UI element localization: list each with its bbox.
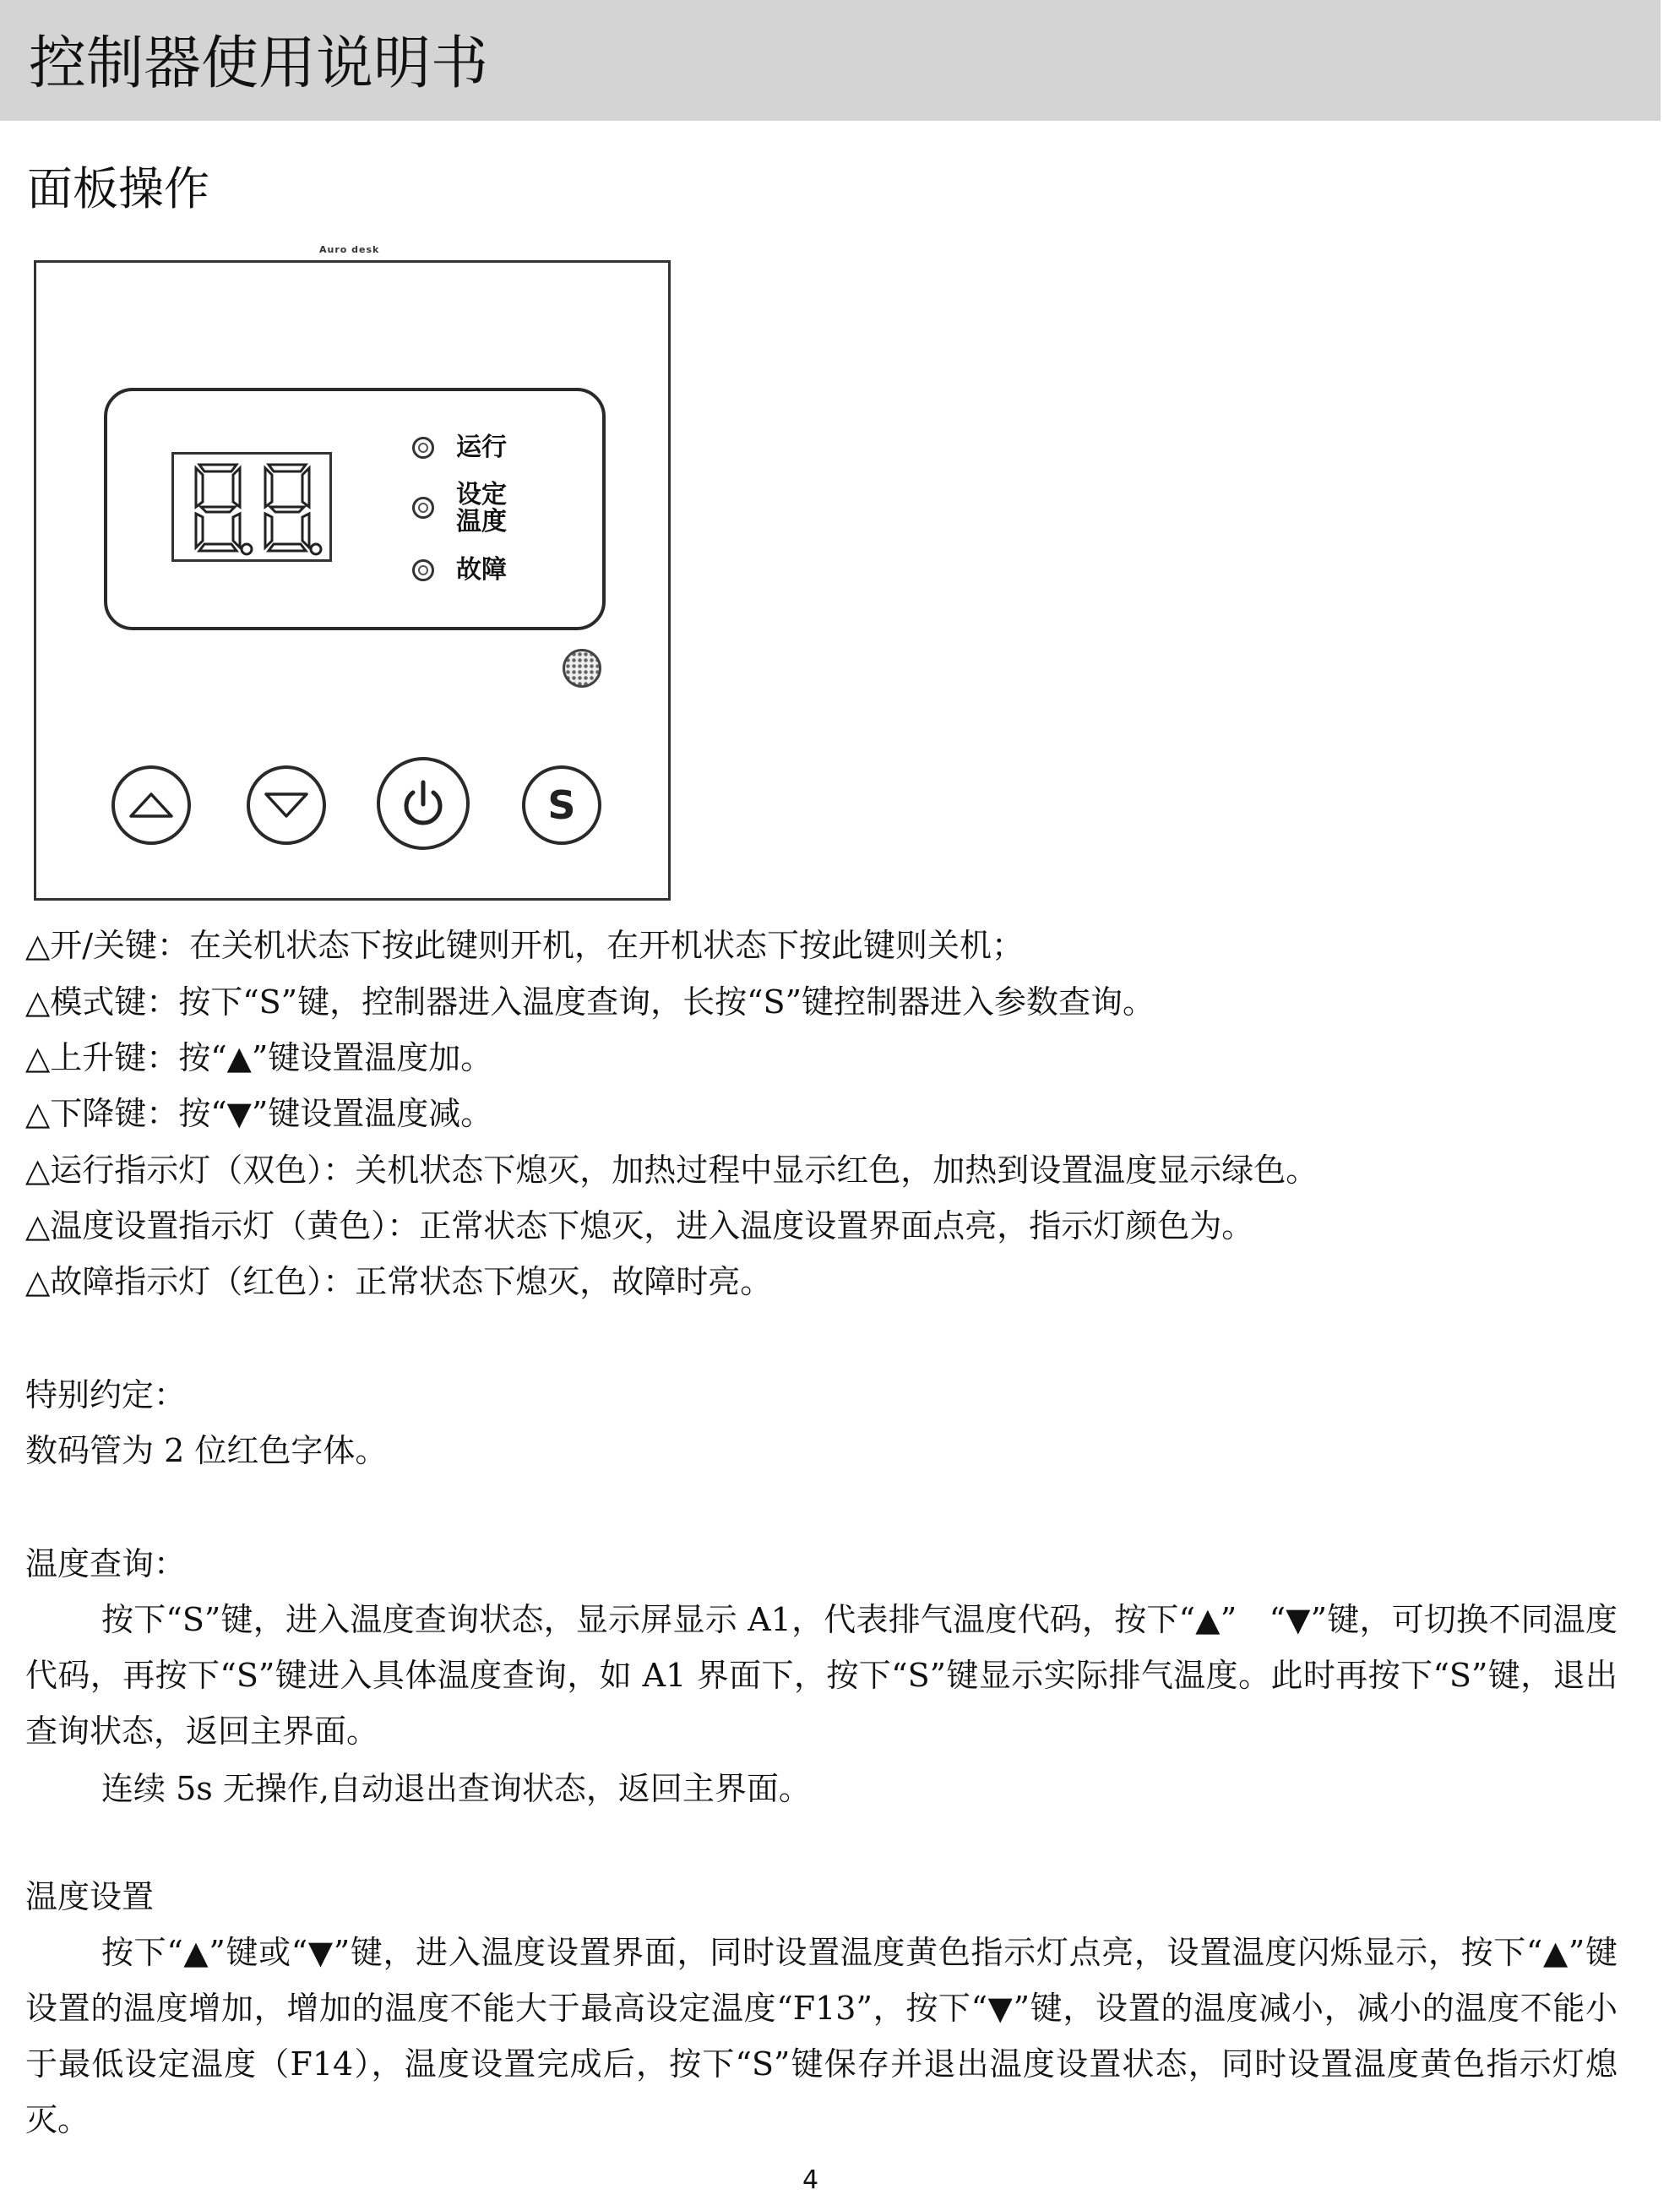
key-desc-power: △开/关键：在关机状态下按此键则开机，在开机状态下按此键则关机；: [25, 927, 1025, 964]
document-title: 控制器使用说明书: [29, 30, 489, 97]
up-arrow-icon: [128, 791, 175, 820]
temp-setting-paragraph: 按下“▲”键或“▼”键，进入温度设置界面，同时设置温度黄色指示灯点亮，设置温度闪烁显示，按下“▲”键设置的温度增加，增加的温度不能大于最高设定温度“F13”，按下“▼”键，设置的温度减小，减小的温度不能小于最低设定温度（F14），温度设置完成后，按下“S”键保存并退出温度设置状态，同时设置温度黄色指示灯熄灭。: [25, 1934, 1617, 2138]
seven-segment-digits-icon: [174, 455, 329, 559]
indicator-label-fault: 故障: [456, 555, 507, 585]
key-desc-down: △下降键：按“▼”键设置温度减。: [25, 1095, 493, 1132]
run-indicator-light: [412, 437, 434, 459]
indicator-label-set-temp: 设定 温度: [456, 480, 507, 536]
mode-s-button[interactable]: [522, 765, 601, 845]
key-desc-fault-light: △故障指示灯（红色）：正常状态下熄灭，故障时亮。: [25, 1263, 773, 1300]
down-button[interactable]: [247, 765, 326, 845]
temp-query-heading: 温度查询：: [25, 1545, 187, 1582]
indicator-label-run: 运行: [456, 433, 507, 462]
down-arrow-icon: [263, 791, 310, 820]
key-desc-up: △上升键：按“▲”键设置温度加。: [25, 1039, 493, 1076]
buzzer-grille-icon: [563, 649, 601, 688]
temp-setting-heading: 温度设置: [25, 1878, 155, 1915]
set-temp-indicator-light: [412, 497, 434, 519]
key-desc-temp-light: △温度设置指示灯（黄色）：正常状态下熄灭，进入温度设置界面点亮，指示灯颜色为。: [25, 1207, 1254, 1244]
power-icon: [398, 777, 449, 830]
special-text: 数码管为 2 位红色字体。: [25, 1432, 388, 1469]
seven-segment-display: [171, 452, 332, 562]
temp-query-paragraph: 按下“S”键，进入温度查询状态，显示屏显示 A1，代表排气温度代码，按下“▲” “▼”键，可切换不同温度代码，再按下“S”键进入具体温度查询，如 A1 界面下，按下“S”键显示实际排气温度。此时再按下“S”键，退出查询状态，返回主界面。: [25, 1601, 1617, 1750]
s-mode-icon: S: [547, 782, 576, 828]
up-button[interactable]: [111, 765, 191, 845]
temp-query-timeout: 连续 5s 无操作,自动退出查询状态，返回主界面。: [101, 1770, 811, 1807]
key-desc-mode: △模式键：按下“S”键，控制器进入温度查询，长按“S”键控制器进入参数查询。: [25, 983, 1155, 1021]
fault-indicator-light: [412, 559, 434, 581]
special-heading: 特别约定：: [25, 1376, 187, 1413]
section-title: 面板操作: [27, 162, 209, 215]
key-desc-run-light: △运行指示灯（双色）：关机状态下熄灭，加热过程中显示红色，加热到设置温度显示绿色。: [25, 1152, 1318, 1189]
panel-brand: Auro desk: [319, 244, 380, 255]
page-number: 4: [802, 2165, 819, 2195]
power-button[interactable]: [377, 757, 470, 850]
